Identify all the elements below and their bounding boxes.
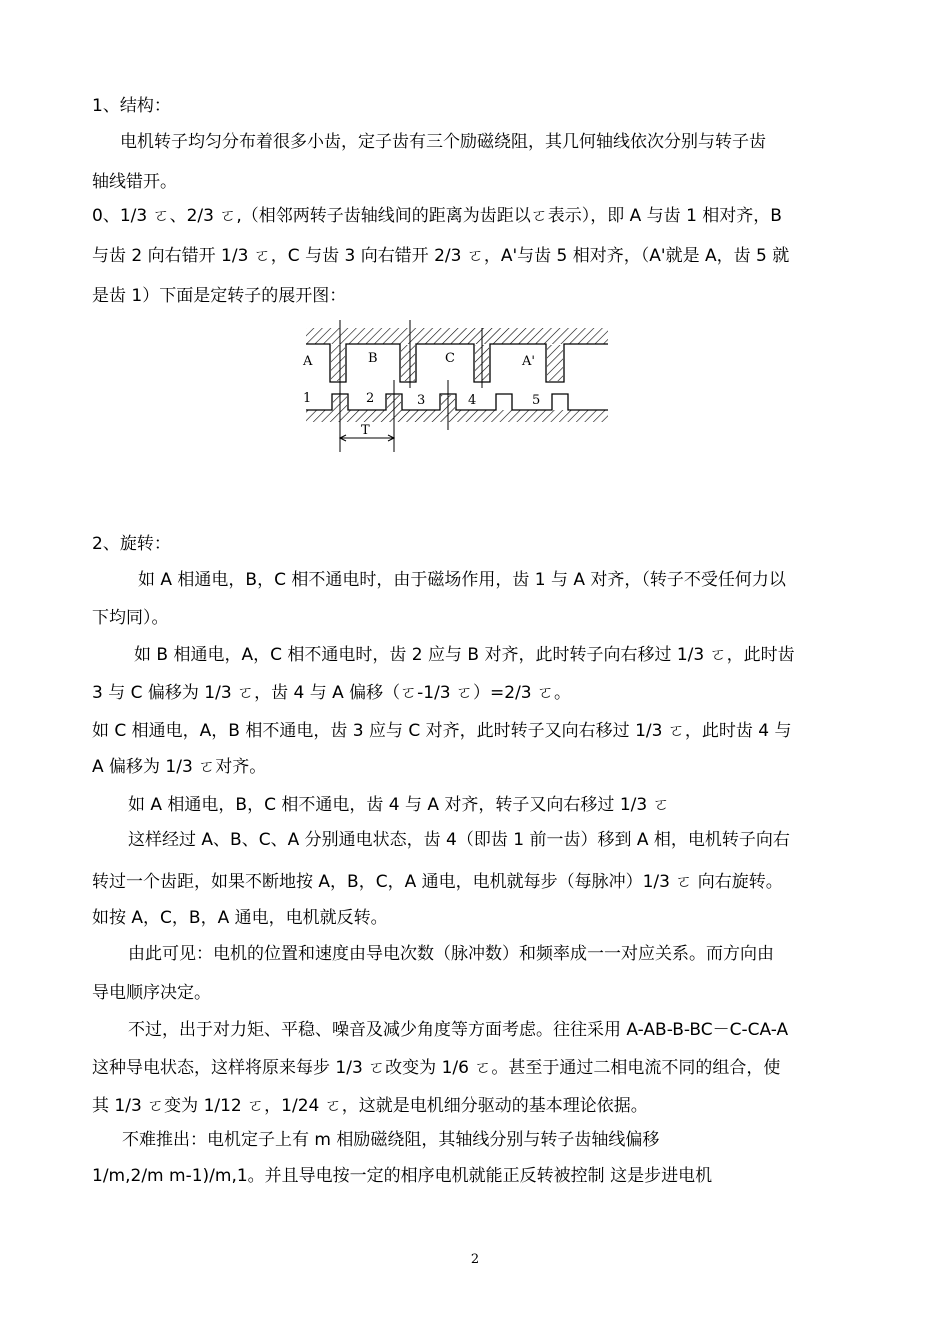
paragraph-line: 转过一个齿距，如果不断地按 A，B，C，A 通电，电机就每步（每脉冲）1/3 ㄛ 向右旋转。 — [92, 872, 783, 892]
paragraph-line: 如 B 相通电，A，C 相不通电时，齿 2 应与 B 对齐，此时转子向右移过 1/3 ㄛ，此时齿 — [134, 645, 795, 665]
paragraph-line: A 偏移为 1/3 ㄛ对齐。 — [92, 757, 267, 777]
paragraph-line: 如 A 相通电，B，C 相不通电时，由于磁场作用，齿 1 与 A 对齐，（转子不受任何力以 — [138, 570, 786, 590]
paragraph-line: 由此可见：电机的位置和速度由导电次数（脉冲数）和频率成一一对应关系。而方向由 — [128, 944, 774, 964]
paragraph-line: 轴线错开。 — [92, 172, 177, 192]
pitch-label: T — [361, 423, 370, 438]
paragraph-line: 1/m,2/m m-1)/m,1。并且导电按一定的相序电机就能正反转被控制 这是步进电机 — [92, 1166, 713, 1186]
section-2-heading: 2、旋转： — [92, 534, 171, 554]
stator-label-c: C — [445, 351, 455, 366]
paragraph-line: 这种导电状态，这样将原来每步 1/3 ㄛ改变为 1/6 ㄛ。甚至于通过二相电流不同的组合，使 — [92, 1058, 781, 1078]
section-1-heading: 1、结构： — [92, 96, 171, 116]
rotor-label-2: 2 — [366, 391, 375, 406]
paragraph-line: 其 1/3 ㄛ变为 1/12 ㄛ，1/24 ㄛ，这就是电机细分驱动的基本理论依据。 — [92, 1096, 648, 1116]
stator-label-a-prime: A' — [522, 354, 535, 369]
paragraph-line: 不难推出：电机定子上有 m 相励磁绕阻，其轴线分别与转子齿轴线偏移 — [122, 1130, 660, 1150]
paragraph-line: 如 A 相通电，B，C 相不通电，齿 4 与 A 对齐，转子又向右移过 1/3 ㄛ — [128, 795, 670, 815]
paragraph-line: 不过，出于对力矩、平稳、噪音及减少角度等方面考虑。往往采用 A-AB-B-BC－C-CA-A — [128, 1020, 789, 1040]
paragraph-line: 这样经过 A、B、C、A 分别通电状态，齿 4（即齿 1 前一齿）移到 A 相，电机转子向右 — [128, 830, 790, 850]
page-number: 2 — [470, 1252, 480, 1267]
stator-label-a: A — [303, 354, 313, 369]
paragraph-line: 下均同）。 — [92, 608, 169, 628]
rotor-label-4: 4 — [468, 393, 477, 408]
paragraph-line: 0、1/3 ㄛ、2/3 ㄛ,（相邻两转子齿轴线间的距离为齿距以ㄛ表示），即 A 与齿 1 相对齐，B — [92, 206, 782, 226]
rotor-label-5: 5 — [532, 393, 541, 408]
paragraph-line: 3 与 C 偏移为 1/3 ㄛ，齿 4 与 A 偏移（ㄛ-1/3 ㄛ）=2/3 ㄛ。 — [92, 683, 572, 703]
paragraph-line: 与齿 2 向右错开 1/3 ㄛ，C 与齿 3 向右错开 2/3 ㄛ，A'与齿 5 相对齐，（A'就是 A，齿 5 就 — [92, 246, 790, 266]
paragraph-line: 电机转子均匀分布着很多小齿，定子齿有三个励磁绕阻，其几何轴线依次分别与转子齿 — [120, 132, 766, 152]
paragraph-line: 如 C 相通电，A，B 相不通电，齿 3 应与 C 对齐，此时转子又向右移过 1/3 ㄛ，此时齿 4 与 — [92, 721, 792, 741]
stator-rotor-diagram — [298, 318, 610, 458]
paragraph-line: 是齿 1）下面是定转子的展开图： — [92, 286, 347, 306]
rotor-label-1: 1 — [303, 391, 312, 406]
stator-label-b: B — [368, 351, 378, 366]
rotor-label-3: 3 — [417, 393, 426, 408]
paragraph-line: 如按 A，C，B，A 通电，电机就反转。 — [92, 908, 388, 928]
paragraph-line: 导电顺序决定。 — [92, 983, 211, 1003]
